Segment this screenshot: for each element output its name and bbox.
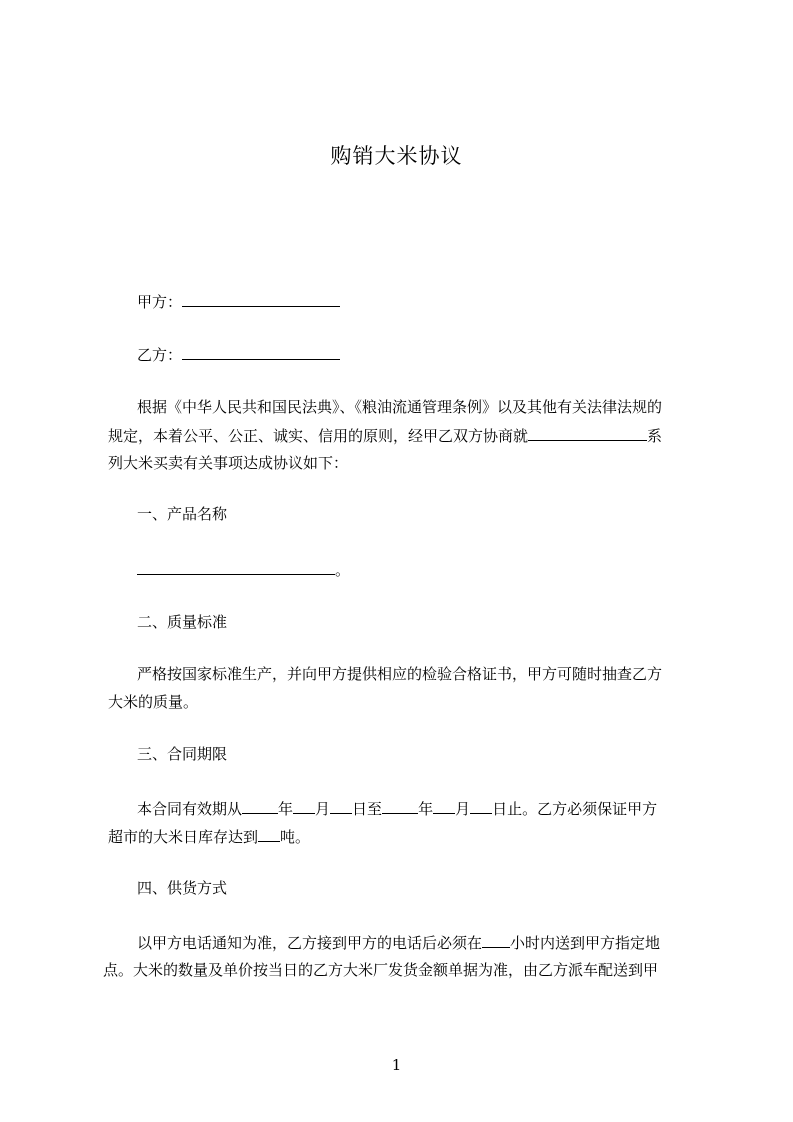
section-3-line-2 (108, 826, 310, 847)
preamble-line-2 (108, 425, 662, 446)
delivery-text-end: 小时内送到甲方指定地 (510, 934, 661, 952)
end-year-label: 年 (418, 800, 434, 818)
section-4-line-1 (137, 932, 660, 953)
product-name-end: 。 (335, 561, 351, 579)
inventory-tons-blank (258, 826, 280, 842)
page-number: 1 (391, 1056, 402, 1074)
start-day-label: 日至 (352, 800, 383, 818)
start-day-blank (330, 798, 352, 814)
party-a-line (137, 291, 340, 312)
end-day-label: 日止。乙方必须保证甲方 (492, 800, 658, 818)
delivery-hours-blank (482, 932, 510, 948)
party-b-blank (182, 344, 340, 360)
preamble-topic-blank (528, 425, 647, 441)
inventory-label: 超市的大米日库存达到 (108, 828, 259, 846)
delivery-text: 以甲方电话通知为准，乙方接到甲方的电话后必须在 (137, 934, 483, 952)
preamble-line-3: 列大米买卖有关事项达成协议如下： (108, 454, 349, 472)
section-3-heading: 三、合同期限 (137, 745, 228, 763)
section-3-line-1 (137, 798, 657, 819)
party-b-label: 乙方： (137, 346, 183, 364)
section-4-heading: 四、供货方式 (137, 879, 228, 897)
party-a-label: 甲方： (137, 293, 183, 311)
section-1-heading: 一、产品名称 (137, 505, 228, 523)
section-4-line-2: 点。大米的数量及单价按当日的乙方大米厂发货金额单据为准，由乙方派车配送到甲 (103, 961, 659, 979)
section-2-line-1: 严格按国家标准生产，并向甲方提供相应的检验合格证书，甲方可随时抽查乙方 (137, 665, 663, 683)
term-from-label: 本合同有效期从 (137, 800, 243, 818)
start-year-label: 年 (278, 800, 294, 818)
start-month-blank (293, 798, 315, 814)
end-month-blank (433, 798, 455, 814)
document-title: 购销大米协议 (330, 144, 463, 168)
preamble-line-2-end: 系 (647, 427, 663, 445)
preamble-line-1: 根据《中华人民共和国民法典》、《粮油流通管理条例》以及其他有关法律法规的 (137, 398, 663, 416)
product-name-blank (137, 559, 335, 575)
inventory-unit: 吨。 (280, 828, 311, 846)
section-2-heading: 二、质量标准 (137, 613, 228, 631)
party-a-blank (182, 291, 340, 307)
preamble-line-2-text: 规定，本着公平、公正、诚实、信用的原则，经甲乙双方协商就 (108, 427, 529, 445)
section-1-body (137, 559, 350, 580)
section-2-line-2: 大米的质量。 (108, 693, 199, 711)
end-month-label: 月 (455, 800, 471, 818)
end-day-blank (470, 798, 492, 814)
start-month-label: 月 (315, 800, 331, 818)
start-year-blank (242, 798, 278, 814)
end-year-blank (382, 798, 418, 814)
party-b-line (137, 344, 340, 365)
